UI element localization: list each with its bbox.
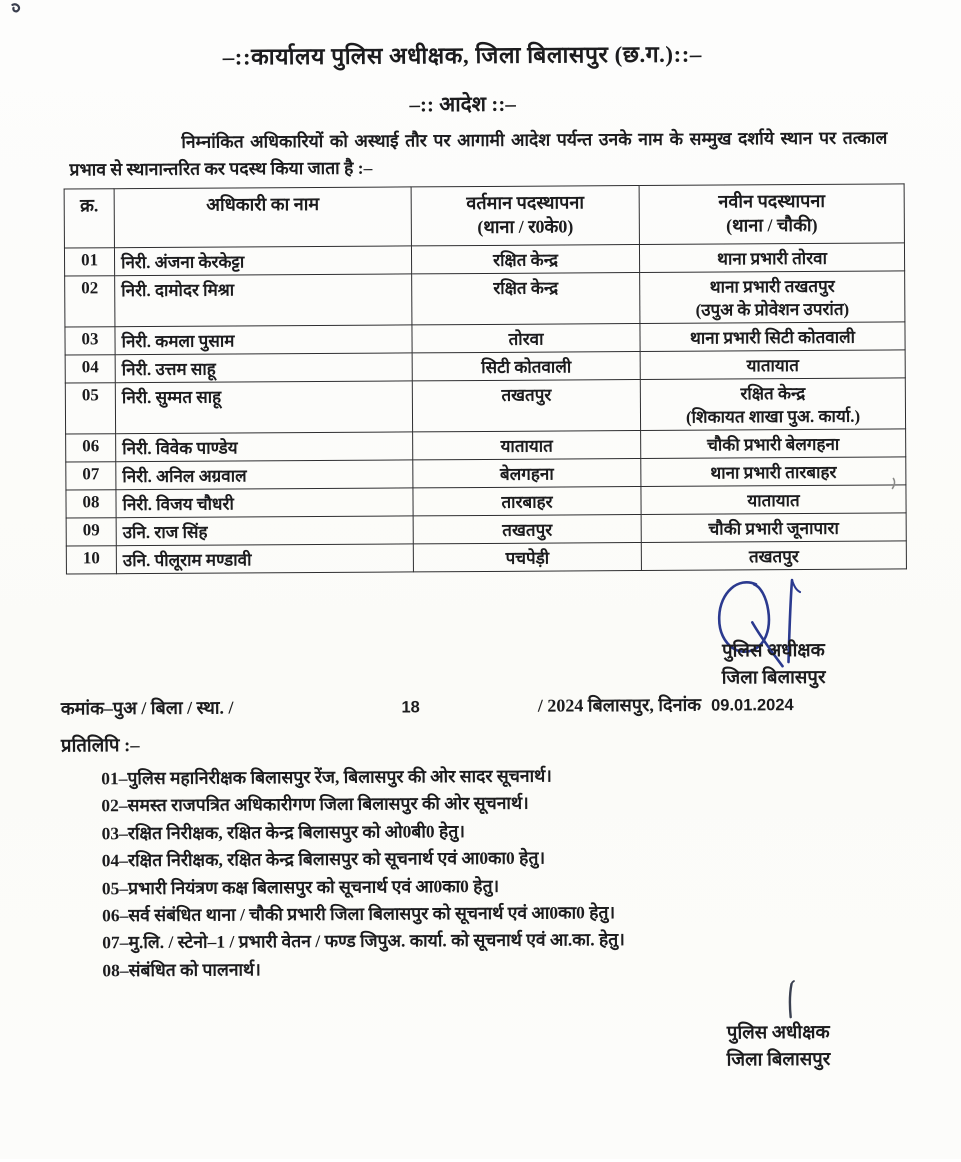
order-heading: –:: आदेश ::– [409,91,516,117]
reference-date: 09.01.2024 [711,696,794,715]
copies-list [101,760,912,984]
cell-officer-name: निरी. अनिल अग्रवाल [116,460,413,490]
cell-sno: 07 [66,462,116,490]
cell-new-posting [639,243,904,273]
new-posting-text: तखतपुर [748,547,799,567]
cell-new-posting [641,485,906,515]
cell-new-posting [640,378,905,431]
col-header-current-main: वर्तमान पदस्थापना [466,192,585,214]
cell-sno: 09 [66,518,116,546]
new-posting-text: चौकी प्रभारी जूनापारा [708,518,839,539]
col-header-sno: क्र. [64,189,114,248]
cell-current-posting: बेलगहना [413,459,641,488]
cell-current-posting: रक्षित केन्द्र [412,273,640,325]
new-posting-text: यातायात [747,491,800,511]
cell-current-posting: तखतपुर [412,380,640,432]
col-header-current [411,186,639,246]
cell-sno: 02 [65,276,115,327]
copy-line: 03–रक्षित निरीक्षक, रक्षित केन्द्र बिलासपुर को ओ0बी0 हेतु। [101,820,465,844]
cell-new-posting [641,541,906,571]
intro-paragraph: निम्नांकित अधिकारियों को अस्थाई तौर पर आगामी आदेश पर्यन्त उनके नाम के सम्मुख दर्शाये स्थान पर तत्काल प्रभाव से स्थानान्तरित कर पदस्थ किया जाता है :– [69,127,888,180]
copy-line: 01–पुलिस महानिरीक्षक बिलासपुर रेंज, बिलासपुर की ओर सादर सूचनार्थ। [101,765,552,789]
col-header-new-sub: (थाना / चौकी) [726,214,818,236]
copy-line: 05–प्रभारी नियंत्रण कक्ष बिलासपुर को सूचनार्थ एवं आ0का0 हेतु। [101,875,500,898]
reference-line [61,691,911,720]
cell-sno: 04 [65,355,115,383]
signatory-district: जिला बिलासपुर [726,1049,831,1071]
cell-new-posting [640,271,905,324]
cell-current-posting: तोरवा [412,324,640,353]
table-row [66,541,906,574]
new-posting-text: थाना प्रभारी तखतपुर [709,276,835,297]
cell-sno: 08 [66,490,116,518]
cell-officer-name: निरी. अंजना केरकेट्टा [114,246,411,276]
signature-block-bottom [671,1020,886,1075]
copy-line: 04–रक्षित निरीक्षक, रक्षित केन्द्र बिलासपुर को सूचनार्थ एवं आ0का0 हेतु। [101,847,546,871]
cell-officer-name: निरी. सुम्मत साहू [115,381,412,434]
new-posting-text: यातायात [746,356,799,376]
new-posting-note: (उपुअ के प्रोवेशन उपरांत) [695,299,850,320]
reference-suffix: / 2024 बिलासपुर, दिनांक [537,694,702,716]
cell-officer-name: निरी. दामोदर मिश्रा [115,274,412,327]
page-title: –::कार्यालय पुलिस अधीक्षक, जिला बिलासपुर (छ.ग.)::– [222,41,702,70]
cell-new-posting [640,322,905,352]
new-posting-text: थाना प्रभारी तोरवा [717,248,828,269]
signatory-district: जिला बिलासपुर [721,667,826,689]
cell-new-posting [641,429,906,459]
cell-current-posting: तखतपुर [413,515,641,544]
new-posting-text: चौकी प्रभारी बेलगहना [707,434,840,455]
cell-officer-name: उनि. पीलूराम मण्डावी [116,544,413,574]
signatory-title: पुलिस अधीक्षक [726,1022,830,1044]
new-posting-text: थाना प्रभारी सिटी कोतवाली [689,327,856,348]
cell-officer-name: निरी. विजय चौधरी [116,488,413,518]
table-row [65,378,905,434]
copy-line: 07–मु.लि. / स्टेनो–1 / प्रभारी वेतन / फण्ड जिपुअ. कार्या. को सूचनार्थ एवं आ.का. हेतु। [102,929,625,953]
cell-officer-name: निरी. उत्तम साहू [115,353,412,383]
copy-line: 06–सर्व संबंधित थाना / चौकी प्रभारी जिला बिलासपुर को सूचनार्थ एवं आ0का0 हेतु। [101,902,616,926]
new-posting-text: थाना प्रभारी तारबाहर [710,462,837,483]
copies-heading: प्रतिलिपि :– [60,736,140,757]
col-header-current-sub: (थाना / र0के0) [477,216,574,238]
cell-officer-name: निरी. विवेक पाण्डेय [116,432,413,462]
signature-block-top [668,638,878,693]
new-posting-note: (शिकायत शाखा पुअ. कार्या.) [685,406,861,427]
table-row [65,271,905,327]
cell-new-posting [641,513,906,543]
copy-line: 08–संबंधित को पालनार्थ। [102,959,261,981]
cell-officer-name: निरी. कमला पुसाम [115,325,412,355]
reference-prefix: कमांक–पुअ / बिला / स्था. / [60,697,234,719]
cell-current-posting: सिटी कोतवाली [412,352,640,381]
signatory-title: पुलिस अधीक्षक [722,640,825,662]
transfer-table [64,183,907,574]
signature-tick-icon [778,980,802,1020]
cell-sno: 03 [65,327,115,355]
cell-sno: 10 [66,546,116,574]
copy-line: 02–समस्त राजपत्रित अधिकारीगण जिला बिलासपुर की ओर सूचनार्थ। [101,793,529,816]
cell-current-posting: यातायात [413,431,641,460]
ink-speck-artifact [887,475,901,491]
cell-sno: 01 [64,248,114,276]
ink-smudge-artifact [8,3,34,19]
col-header-new-main: नवीन पदस्थापना [718,190,826,212]
cell-sno: 05 [65,383,115,434]
cell-current-posting: पचपेड़ी [413,543,641,572]
cell-officer-name: उनि. राज सिंह [116,516,413,546]
cell-current-posting: रक्षित केन्द्र [411,245,639,274]
cell-current-posting: तारबाहर [413,487,641,516]
cell-new-posting [640,350,905,380]
col-header-new [639,184,904,245]
table-header-row [64,184,904,248]
new-posting-text: रक्षित केन्द्र [740,384,806,404]
cell-sno: 06 [66,434,116,462]
col-header-name: अधिकारी का नाम [114,187,411,248]
reference-number: 18 [401,698,420,717]
cell-new-posting [641,457,906,487]
